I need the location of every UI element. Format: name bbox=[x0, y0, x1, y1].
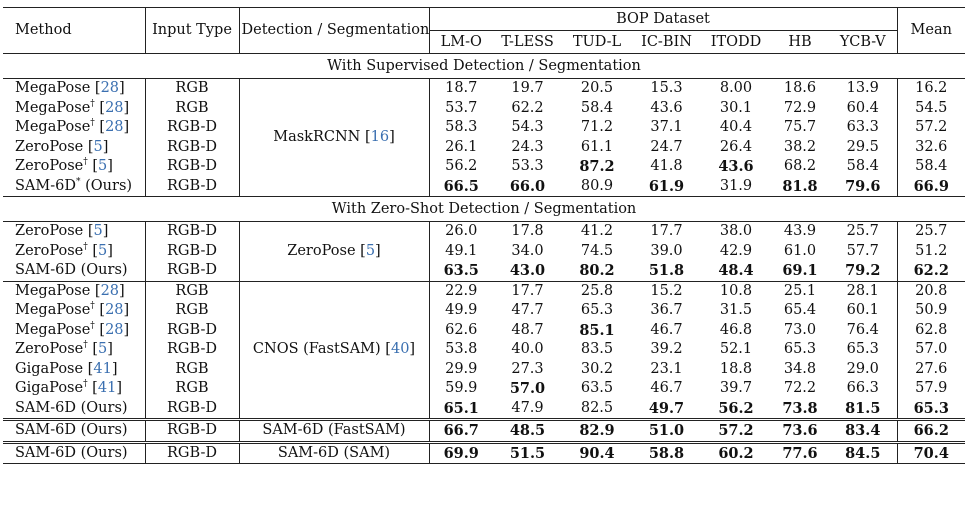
score-cell: 47.7 bbox=[511, 302, 544, 319]
mean-value-cell: 50.9 bbox=[897, 301, 965, 321]
score-cell: 72.9 bbox=[783, 99, 817, 116]
score-cell: 66.3 bbox=[846, 380, 879, 397]
score-cell: 20.5 bbox=[562, 79, 632, 99]
citation-link[interactable]: 5 bbox=[93, 223, 103, 240]
section-header-row bbox=[3, 197, 965, 222]
citation-link[interactable]: 5 bbox=[365, 242, 376, 259]
method-suffix: (Ours) bbox=[80, 422, 128, 439]
method-name: MegaPose bbox=[15, 80, 91, 97]
input-type-cell: RGB-D bbox=[145, 261, 239, 281]
method-name: ZeroPose bbox=[15, 341, 84, 358]
score-cell: 72.2 bbox=[783, 380, 817, 397]
method-marker: † bbox=[90, 320, 95, 331]
method-cell: ZeroPose [5] bbox=[15, 138, 109, 155]
method-name: MegaPose bbox=[15, 99, 91, 116]
method-name: MegaPose bbox=[15, 302, 91, 319]
table-row bbox=[3, 321, 965, 341]
method-marker: † bbox=[83, 241, 88, 252]
score-cell: 65.3 bbox=[580, 302, 614, 319]
score-cell: 29.9 bbox=[429, 360, 493, 380]
score-cell: 25.1 bbox=[771, 281, 829, 301]
citation-link[interactable]: 40 bbox=[390, 341, 410, 358]
input-type-cell: RGB bbox=[145, 281, 239, 301]
mean-value-cell: 25.7 bbox=[897, 222, 965, 242]
detection-method-label: SAM-6D (FastSAM) bbox=[262, 422, 406, 439]
mean-value-cell: 58.4 bbox=[897, 157, 965, 177]
score-cell: 27.3 bbox=[511, 360, 544, 377]
score-cell: 62.2 bbox=[511, 99, 544, 116]
score-cell: 39.2 bbox=[650, 341, 683, 358]
section-title: With Supervised Detection / Segmentation bbox=[3, 54, 965, 79]
score-cell: 76.4 bbox=[846, 321, 879, 338]
method-name: ZeroPose bbox=[15, 138, 84, 155]
method-marker: † bbox=[90, 301, 95, 312]
score-cell: 31.9 bbox=[719, 177, 753, 194]
table-row bbox=[3, 222, 965, 242]
method-name: GigaPose bbox=[15, 380, 84, 397]
method-name: ZeroPose bbox=[15, 223, 84, 240]
input-type-cell: RGB bbox=[145, 79, 239, 99]
score-cell: 53.7 bbox=[429, 99, 493, 119]
method-suffix: (Ours) bbox=[80, 399, 128, 416]
score-cell: 49.1 bbox=[429, 242, 493, 262]
score-cell: 17.7 bbox=[632, 222, 701, 242]
input-type-cell: RGB-D bbox=[145, 399, 239, 420]
score-cell: 80.2 bbox=[579, 262, 615, 280]
score-cell: 80.9 bbox=[580, 177, 614, 194]
citation-link[interactable]: 41 bbox=[93, 360, 112, 377]
col-header-dataset: HB bbox=[788, 33, 812, 50]
method-suffix: (Ours) bbox=[80, 444, 128, 461]
method-cell: ZeroPose† [5] bbox=[15, 157, 113, 175]
score-cell: 68.2 bbox=[783, 158, 817, 175]
col-header-dataset: YCB-V bbox=[839, 33, 886, 50]
score-cell: 24.7 bbox=[650, 138, 683, 155]
score-cell: 13.9 bbox=[829, 79, 897, 99]
table-row bbox=[3, 138, 965, 158]
mean-value-cell: 27.6 bbox=[897, 360, 965, 380]
citation-link[interactable]: 28 bbox=[105, 302, 124, 319]
col-header-dataset: LM-O bbox=[429, 31, 493, 54]
score-cell: 69.9 bbox=[429, 442, 493, 464]
score-cell: 29.5 bbox=[846, 138, 879, 155]
citation-link[interactable]: 16 bbox=[370, 129, 390, 145]
input-type-cell: RGB-D bbox=[145, 222, 239, 242]
score-cell: 77.6 bbox=[771, 442, 829, 464]
detection-method-cell bbox=[239, 420, 429, 443]
method-cell: MegaPose [28] bbox=[3, 79, 145, 99]
score-cell: 52.1 bbox=[719, 341, 753, 358]
score-cell: 83.5 bbox=[580, 341, 614, 358]
score-cell: 48.4 bbox=[718, 262, 754, 280]
col-header-input-type: Input Type bbox=[145, 8, 239, 54]
citation-link[interactable]: 41 bbox=[97, 380, 117, 397]
citation-link[interactable]: 28 bbox=[100, 282, 120, 299]
score-cell: 58.4 bbox=[580, 99, 614, 116]
method-cell: MegaPose† [28] bbox=[15, 98, 130, 116]
score-cell: 23.1 bbox=[650, 360, 683, 377]
score-cell: 63.5 bbox=[429, 261, 493, 281]
input-type-cell: RGB-D bbox=[145, 340, 239, 360]
detection-method-label: CNOS (FastSAM) bbox=[252, 341, 381, 358]
input-type-cell: RGB-D bbox=[145, 242, 239, 262]
mean-value-cell: 62.8 bbox=[897, 321, 965, 341]
method-name: MegaPose bbox=[15, 282, 91, 299]
score-cell: 39.0 bbox=[650, 242, 683, 259]
score-cell: 51.5 bbox=[493, 442, 562, 464]
detection-method-cell: CNOS (FastSAM) [40] bbox=[239, 281, 429, 420]
score-cell: 17.8 bbox=[493, 222, 562, 242]
table-row bbox=[3, 360, 965, 380]
method-marker: * bbox=[76, 176, 81, 187]
method-cell: MegaPose† [28] bbox=[15, 320, 130, 338]
score-cell: 90.4 bbox=[562, 442, 632, 464]
score-cell: 15.2 bbox=[632, 281, 701, 301]
score-cell: 41.8 bbox=[650, 158, 683, 175]
table-row bbox=[3, 242, 965, 262]
score-cell: 19.7 bbox=[493, 79, 562, 99]
method-cell bbox=[3, 261, 145, 281]
table-row bbox=[3, 340, 965, 360]
detection-method-label: ZeroPose bbox=[287, 242, 356, 259]
score-cell: 66.5 bbox=[429, 177, 493, 197]
table-row bbox=[3, 281, 965, 301]
col-header-bop-dataset: BOP Dataset bbox=[429, 8, 897, 31]
score-cell: 38.0 bbox=[701, 222, 771, 242]
detection-method-label: MaskRCNN bbox=[273, 129, 361, 145]
score-cell: 65.3 bbox=[846, 341, 879, 358]
score-cell: 57.7 bbox=[846, 242, 879, 259]
detection-method-cell: MaskRCNN [16] bbox=[239, 79, 429, 197]
score-cell: 63.5 bbox=[580, 380, 614, 397]
score-cell: 62.6 bbox=[429, 321, 493, 341]
score-cell: 8.00 bbox=[701, 79, 771, 99]
mean-value-cell: 70.4 bbox=[897, 442, 965, 464]
score-cell: 46.7 bbox=[650, 380, 683, 397]
score-cell: 53.8 bbox=[429, 340, 493, 360]
citation-link[interactable]: 28 bbox=[105, 119, 124, 136]
col-header-method: Method bbox=[3, 8, 145, 54]
score-cell: 73.8 bbox=[782, 399, 818, 417]
score-cell: 56.2 bbox=[718, 399, 754, 417]
score-cell: 66.7 bbox=[429, 420, 493, 443]
method-name: ZeroPose bbox=[15, 242, 84, 259]
mean-value-cell: 66.9 bbox=[897, 177, 965, 197]
score-cell: 82.9 bbox=[562, 420, 632, 443]
input-type-cell: RGB-D bbox=[145, 157, 239, 177]
score-cell: 26.4 bbox=[719, 138, 753, 155]
score-cell: 41.2 bbox=[562, 222, 632, 242]
detection-method-cell bbox=[239, 442, 429, 464]
input-type-cell: RGB-D bbox=[145, 420, 239, 443]
mean-value-cell: 57.0 bbox=[897, 340, 965, 360]
score-cell: 10.8 bbox=[701, 281, 771, 301]
method-name: SAM-6D bbox=[15, 444, 77, 461]
method-cell: MegaPose† [28] bbox=[15, 301, 130, 319]
score-cell: 79.6 bbox=[845, 177, 881, 195]
score-cell: 18.6 bbox=[771, 79, 829, 99]
method-marker: † bbox=[90, 118, 95, 129]
method-cell bbox=[3, 442, 145, 464]
method-name: GigaPose bbox=[15, 360, 84, 377]
input-type-cell: RGB-D bbox=[145, 138, 239, 158]
score-cell: 73.0 bbox=[783, 321, 817, 338]
col-header-dataset: ITODD bbox=[710, 33, 762, 50]
citation-link[interactable]: 5 bbox=[98, 158, 108, 175]
score-cell: 56.2 bbox=[429, 157, 493, 177]
citation-link[interactable]: 5 bbox=[98, 242, 108, 259]
col-header-dataset: IC-BIN bbox=[641, 33, 692, 50]
table-row bbox=[3, 261, 965, 281]
table-row bbox=[3, 301, 965, 321]
method-marker: † bbox=[83, 340, 88, 351]
mean-value-cell: 54.5 bbox=[897, 99, 965, 119]
method-name: SAM-6D bbox=[15, 262, 77, 279]
citation-link[interactable]: 5 bbox=[93, 138, 103, 155]
input-type-cell: RGB bbox=[145, 360, 239, 380]
method-name: MegaPose bbox=[15, 321, 91, 338]
score-cell: 42.9 bbox=[719, 242, 753, 259]
score-cell: 17.7 bbox=[493, 281, 562, 301]
table-row bbox=[3, 157, 965, 177]
input-type-cell: RGB bbox=[145, 379, 239, 399]
method-cell bbox=[3, 399, 145, 420]
score-cell: 61.1 bbox=[580, 138, 614, 155]
score-cell: 53.3 bbox=[511, 158, 544, 175]
table-row bbox=[3, 420, 965, 443]
score-cell: 37.1 bbox=[650, 119, 683, 136]
table-row bbox=[3, 442, 965, 464]
mean-value-cell: 57.9 bbox=[897, 379, 965, 399]
score-cell: 30.2 bbox=[580, 360, 614, 377]
col-header-dataset: TUD-L bbox=[572, 33, 622, 50]
score-cell: 43.9 bbox=[771, 222, 829, 242]
method-cell: GigaPose [41] bbox=[15, 360, 118, 377]
citation-link[interactable]: 28 bbox=[105, 99, 124, 116]
score-cell: 25.7 bbox=[829, 222, 897, 242]
citation-link[interactable]: 28 bbox=[105, 321, 124, 338]
method-cell: MegaPose [28] bbox=[3, 281, 145, 301]
method-cell: ZeroPose† [5] bbox=[15, 241, 113, 259]
table-row bbox=[3, 99, 965, 119]
score-cell: 46.8 bbox=[719, 321, 753, 338]
method-cell bbox=[3, 177, 145, 197]
method-name: ZeroPose bbox=[15, 158, 84, 175]
score-cell: 43.6 bbox=[718, 158, 754, 176]
citation-link[interactable]: 28 bbox=[100, 80, 120, 97]
score-cell: 40.0 bbox=[511, 341, 544, 358]
score-cell: 61.0 bbox=[783, 242, 817, 259]
score-cell: 81.5 bbox=[845, 399, 881, 417]
score-cell: 43.0 bbox=[509, 262, 546, 280]
col-header-dataset: T-LESS bbox=[501, 33, 554, 50]
method-marker: † bbox=[83, 157, 88, 168]
score-cell: 82.5 bbox=[580, 399, 614, 416]
detection-method-label: SAM-6D (SAM) bbox=[277, 444, 391, 461]
score-cell: 46.7 bbox=[650, 321, 683, 338]
score-cell: 74.5 bbox=[580, 242, 614, 259]
method-cell bbox=[3, 420, 145, 443]
mean-value-cell: 57.2 bbox=[897, 118, 965, 138]
method-name: SAM-6D bbox=[15, 399, 77, 416]
score-cell: 39.7 bbox=[719, 380, 753, 397]
bop-results-table bbox=[3, 7, 965, 464]
score-cell: 28.1 bbox=[829, 281, 897, 301]
mean-value-cell: 16.2 bbox=[897, 79, 965, 99]
table-row bbox=[3, 399, 965, 420]
score-cell: 83.4 bbox=[829, 420, 897, 443]
score-cell: 48.5 bbox=[493, 420, 562, 443]
score-cell: 57.2 bbox=[701, 420, 771, 443]
mean-value-cell: 66.2 bbox=[897, 420, 965, 443]
score-cell: 18.8 bbox=[719, 360, 753, 377]
score-cell: 48.7 bbox=[511, 321, 544, 338]
score-cell: 58.8 bbox=[632, 442, 701, 464]
score-cell: 59.9 bbox=[429, 379, 493, 399]
method-marker: † bbox=[90, 98, 95, 109]
table-row bbox=[3, 379, 965, 399]
table-row bbox=[3, 79, 965, 99]
score-cell: 75.7 bbox=[783, 119, 817, 136]
score-cell: 57.0 bbox=[509, 380, 546, 398]
score-cell: 69.1 bbox=[782, 262, 818, 280]
score-cell: 60.1 bbox=[846, 302, 879, 319]
table-row bbox=[3, 177, 965, 197]
method-name: MegaPose bbox=[15, 119, 91, 136]
score-cell: 66.0 bbox=[509, 177, 546, 195]
score-cell: 71.2 bbox=[580, 119, 614, 136]
score-cell: 63.3 bbox=[846, 119, 879, 136]
score-cell: 51.8 bbox=[648, 262, 685, 280]
citation-link[interactable]: 5 bbox=[98, 341, 108, 358]
input-type-cell: RGB-D bbox=[145, 177, 239, 197]
col-header-mean: Mean bbox=[897, 8, 965, 54]
score-cell: 51.0 bbox=[632, 420, 701, 443]
score-cell: 49.9 bbox=[429, 301, 493, 321]
score-cell: 34.8 bbox=[783, 360, 817, 377]
score-cell: 54.3 bbox=[511, 119, 544, 136]
score-cell: 84.5 bbox=[829, 442, 897, 464]
score-cell: 73.6 bbox=[771, 420, 829, 443]
input-type-cell: RGB-D bbox=[145, 118, 239, 138]
score-cell: 61.9 bbox=[648, 177, 685, 195]
score-cell: 40.4 bbox=[719, 119, 753, 136]
score-cell: 29.0 bbox=[846, 360, 879, 377]
score-cell: 65.1 bbox=[429, 399, 493, 420]
method-cell: MegaPose† [28] bbox=[15, 118, 130, 136]
score-cell: 22.9 bbox=[429, 281, 493, 301]
method-name: SAM-6D bbox=[15, 177, 77, 194]
score-cell: 49.7 bbox=[648, 399, 685, 417]
score-cell: 15.3 bbox=[632, 79, 701, 99]
mean-value-cell: 32.6 bbox=[897, 138, 965, 158]
score-cell: 47.9 bbox=[511, 399, 544, 416]
section-header-row bbox=[3, 54, 965, 79]
score-cell: 31.5 bbox=[719, 302, 753, 319]
score-cell: 38.2 bbox=[783, 138, 817, 155]
col-header-detection-segmentation: Detection / Segmentation bbox=[239, 8, 429, 54]
score-cell: 43.6 bbox=[650, 99, 683, 116]
detection-method-cell: ZeroPose [5] bbox=[239, 222, 429, 282]
score-cell: 26.1 bbox=[429, 138, 493, 158]
method-name: SAM-6D bbox=[15, 422, 77, 439]
score-cell: 24.3 bbox=[511, 138, 544, 155]
score-cell: 87.2 bbox=[579, 158, 615, 176]
method-suffix: (Ours) bbox=[80, 262, 128, 279]
method-suffix: (Ours) bbox=[85, 177, 133, 194]
input-type-cell: RGB bbox=[145, 99, 239, 119]
input-type-cell: RGB-D bbox=[145, 321, 239, 341]
score-cell: 60.2 bbox=[701, 442, 771, 464]
score-cell: 18.7 bbox=[429, 79, 493, 99]
score-cell: 30.1 bbox=[719, 99, 753, 116]
score-cell: 79.2 bbox=[845, 262, 881, 280]
score-cell: 65.3 bbox=[783, 341, 817, 358]
input-type-cell: RGB-D bbox=[145, 442, 239, 464]
score-cell: 26.0 bbox=[429, 222, 493, 242]
method-cell: ZeroPose [5] bbox=[3, 222, 145, 242]
section-title: With Zero-Shot Detection / Segmentation bbox=[3, 197, 965, 222]
score-cell: 25.8 bbox=[562, 281, 632, 301]
score-cell: 36.7 bbox=[650, 302, 683, 319]
score-cell: 60.4 bbox=[846, 99, 879, 116]
method-marker: † bbox=[83, 379, 88, 390]
mean-value-cell: 62.2 bbox=[897, 261, 965, 281]
score-cell: 81.8 bbox=[782, 177, 818, 195]
score-cell: 65.4 bbox=[783, 302, 817, 319]
input-type-cell: RGB bbox=[145, 301, 239, 321]
score-cell: 58.4 bbox=[846, 158, 879, 175]
header-row-1 bbox=[3, 8, 965, 31]
mean-value-cell: 51.2 bbox=[897, 242, 965, 262]
method-cell: GigaPose† [41] bbox=[15, 379, 122, 397]
mean-value-cell: 20.8 bbox=[897, 281, 965, 301]
table-row bbox=[3, 118, 965, 138]
score-cell: 58.3 bbox=[429, 118, 493, 138]
score-cell: 34.0 bbox=[511, 242, 544, 259]
score-cell: 85.1 bbox=[579, 321, 615, 339]
mean-value-cell: 65.3 bbox=[897, 399, 965, 420]
method-cell: ZeroPose† [5] bbox=[15, 340, 113, 358]
